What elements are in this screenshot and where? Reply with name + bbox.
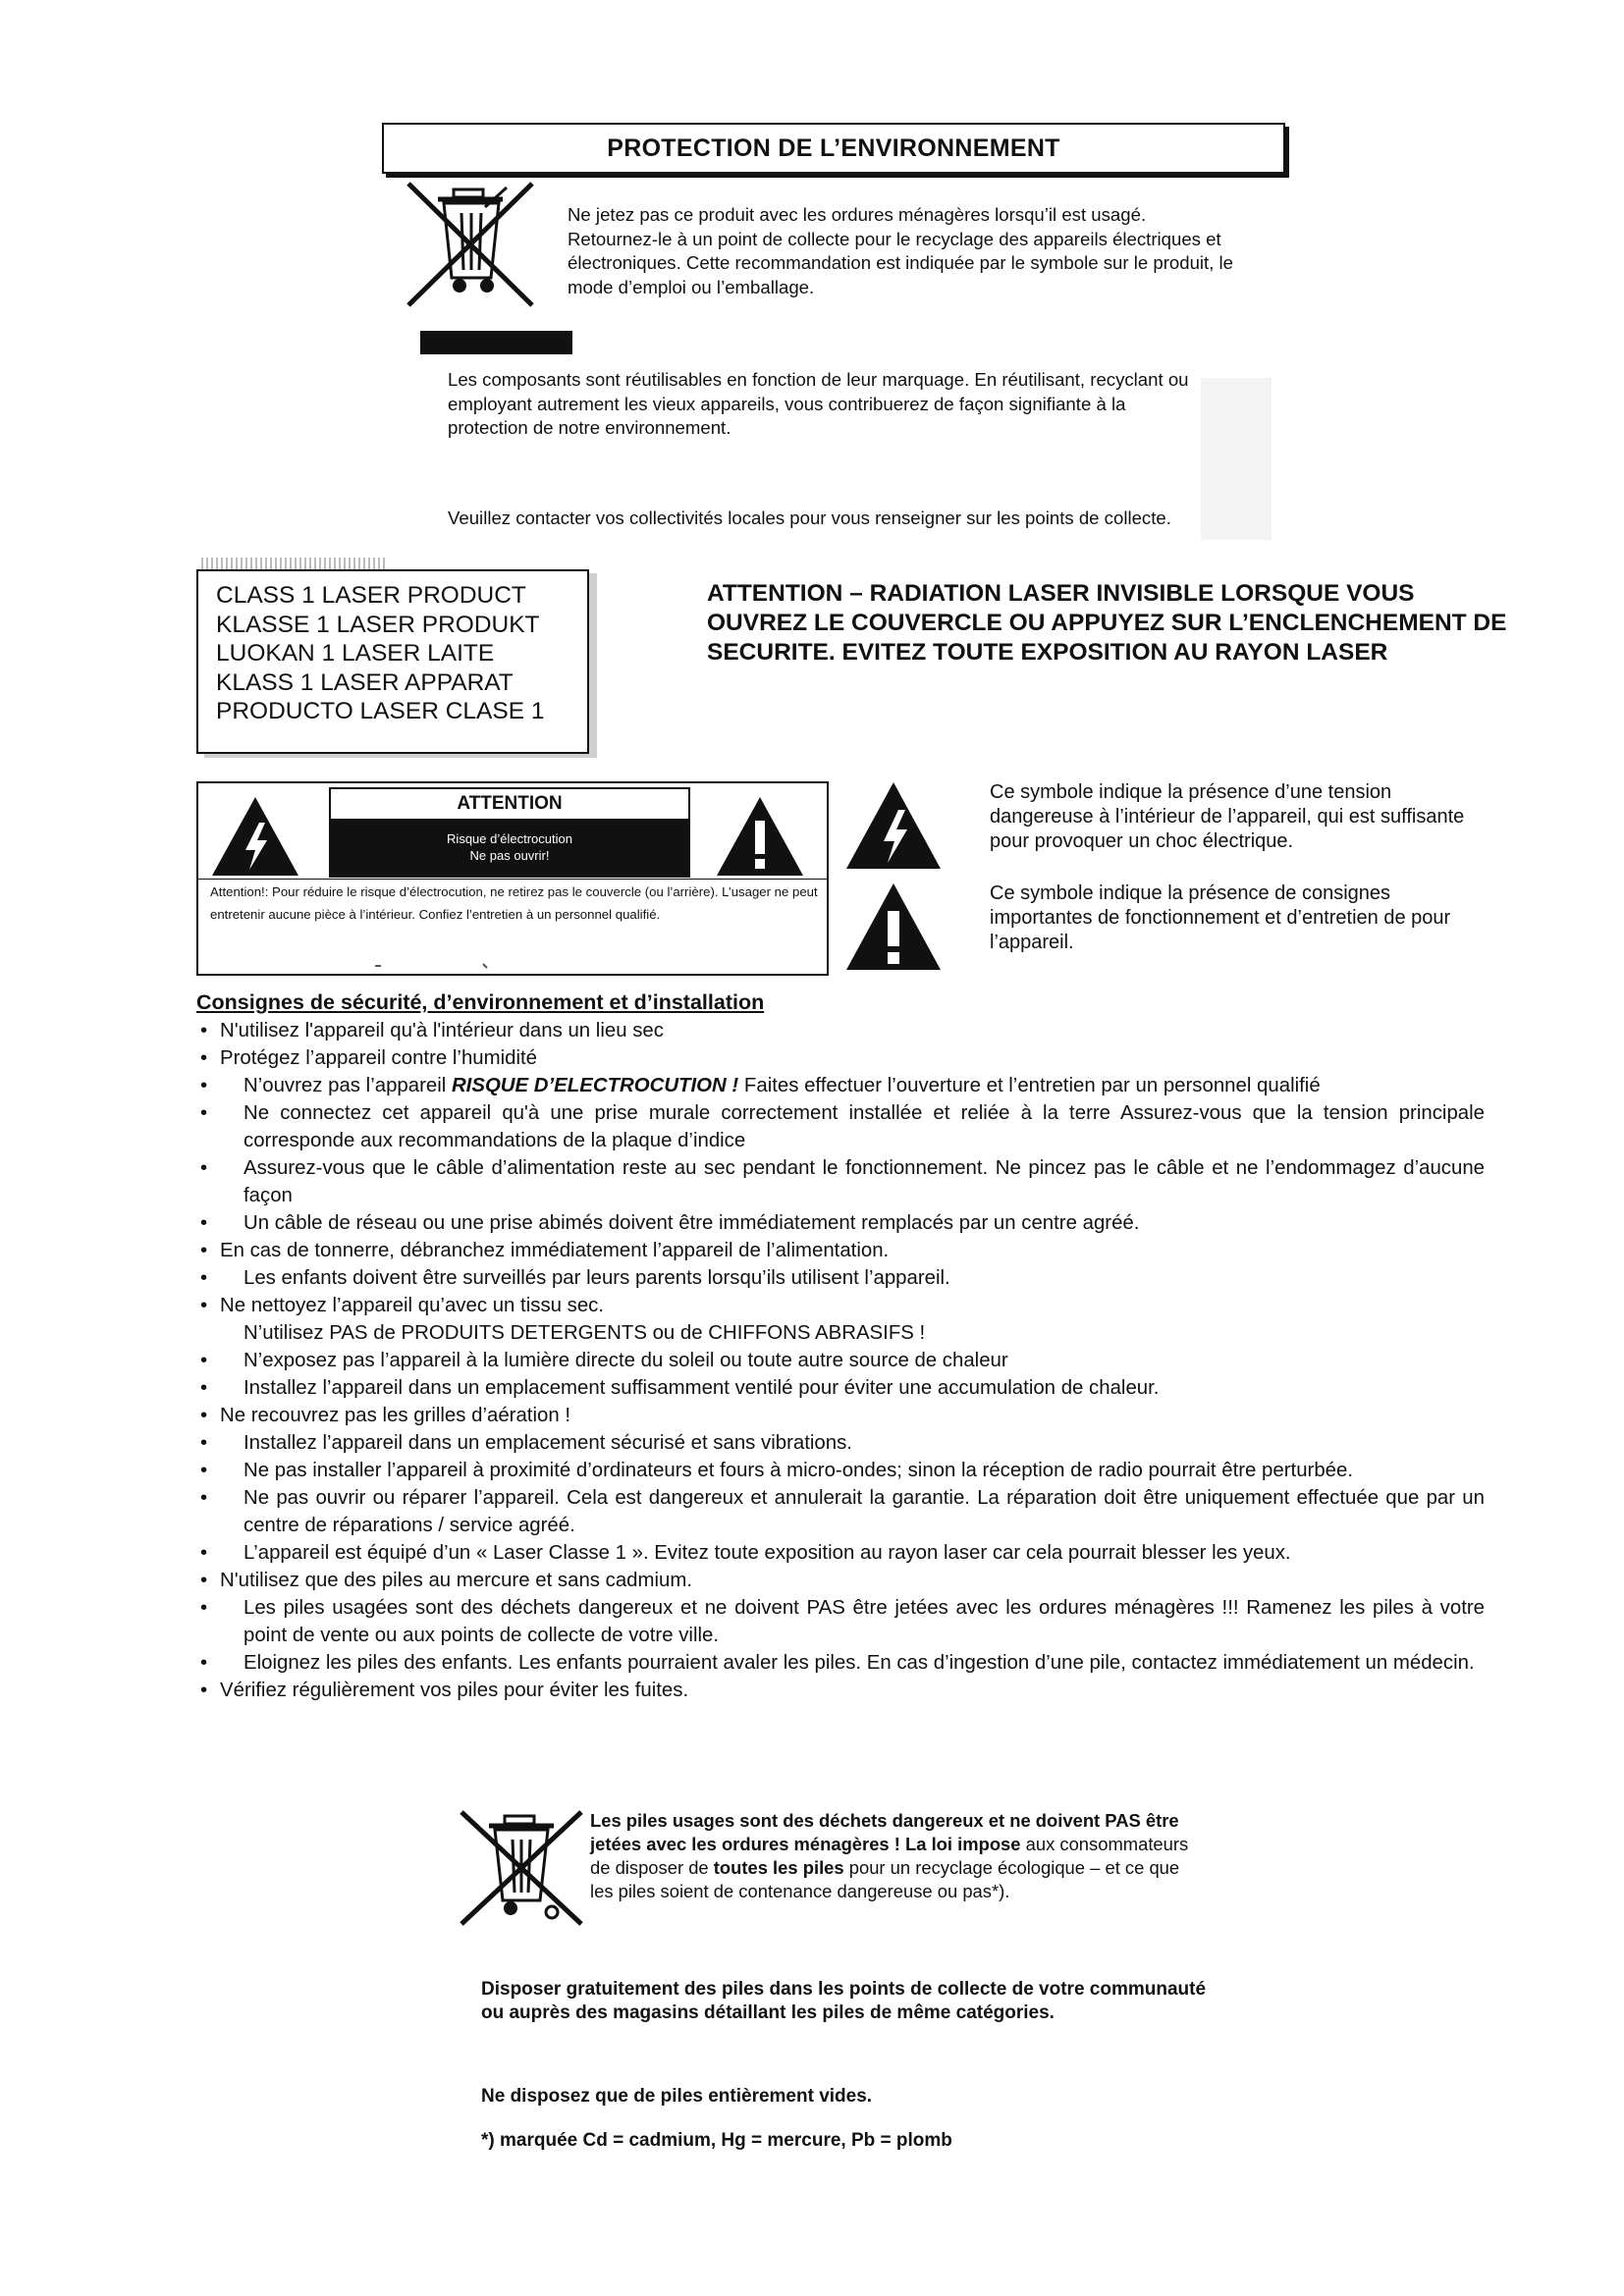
list-item: • Ne recouvrez pas les grilles d’aération !: [200, 1405, 571, 1426]
list-item: • L’appareil est équipé d’un « Laser Classe 1 ». Evitez toute exposition au rayon laser car cela pourrait blesser les yeux.: [200, 1542, 1291, 1564]
risk-line-2: Ne pas ouvrir!: [469, 848, 550, 863]
safety-list: [196, 1017, 1485, 1704]
scan-tick-marks: [373, 962, 491, 970]
list-item: • Installez l’appareil dans un emplacement suffisamment ventilé pour éviter une accumulation de chaleur.: [200, 1377, 1160, 1399]
battery-collection-text: Disposer gratuitement des piles dans les points de collecte de votre communauté ou auprès des magasins détaillant les piles de même catégories.: [481, 1979, 1207, 2023]
instructions-symbol-text: Ce symbole indique la présence de consignes importantes de fonctionnement et d’entretien de pour l’appareil.: [990, 882, 1451, 953]
black-bar: [420, 331, 572, 354]
list-item: • Ne pas installer l’appareil à proximité d’ordinateurs et fours à micro-ondes; sinon la réception de radio pourrait être perturbée.: [200, 1460, 1354, 1481]
list-item: • Un câble de réseau ou une prise abimés doivent être immédiatement remplacés par un centre agréé.: [200, 1212, 1140, 1234]
list-item: • Eloignez les piles des enfants. Les enfants pourraient avaler les piles. En cas d’ingestion d’une pile, contactez immédiatement un médecin.: [200, 1652, 1475, 1674]
list-item: • Protégez l’appareil contre l’humidité: [200, 1047, 538, 1069]
list-item: • Ne nettoyez l’appareil qu’avec un tissu sec. N’utilisez PAS de PRODUITS DETERGENTS ou de CHIFFONS ABRASIFS !: [200, 1295, 926, 1344]
risk-line-1: Risque d’électrocution: [447, 831, 572, 846]
lightning-warning-icon: [844, 780, 943, 871]
list-item: • N'utilisez que des piles au mercure et sans cadmium.: [200, 1570, 693, 1591]
exclamation-warning-icon: [715, 795, 805, 878]
battery-empty-text: Ne disposez que de piles entièrement vides.: [481, 2086, 873, 2107]
page-title: PROTECTION DE L’ENVIRONNEMENT: [382, 123, 1285, 174]
crossed-out-bin-icon: [458, 1808, 585, 1928]
laser-label-strip: [201, 558, 388, 569]
list-item: • Ne connectez cet appareil qu'à une prise murale correctement installée et reliée à la terre Assurez-vous que la tension principale corresponde aux recommandations de la plaque d’indice: [200, 1102, 1485, 1151]
laser-line-1: CLASS 1 LASER PRODUCT: [216, 582, 526, 609]
environment-intro-2: Les composants sont réutilisables en fonction de leur marquage. En réutilisant, recyclant ou employant autrement les vieux appareils, vous contribuerez de façon signifiante à la protection de notre environnement.: [448, 369, 1189, 438]
list-item: • Installez l’appareil dans un emplacement sécurisé et sans vibrations.: [200, 1432, 852, 1454]
list-item: • Vérifiez régulièrement vos piles pour éviter les fuites.: [200, 1680, 689, 1701]
attention-divider: [198, 879, 827, 880]
list-item: • Les enfants doivent être surveillés par leurs parents lorsqu’ils utilisent l’appareil.: [200, 1267, 950, 1289]
laser-line-4: KLASS 1 LASER APPARAT: [216, 668, 514, 696]
attention-heading: ATTENTION: [457, 793, 563, 814]
list-item: • Les piles usagées sont des déchets dangereux et ne doivent PAS être jetées avec les ordures ménagères !!! Ramenez les piles à votre point de vente ou aux points de collecte de votre ville.: [200, 1597, 1485, 1646]
battery-law-text: Les piles usages sont des déchets dangereux et ne doivent PAS être jetées avec les ordures ménagères ! La loi impose aux consommateurs de disposer de toutes les piles pour un recyclage écologique – et ce que les piles soient de contenance dangereuse ou pas*).: [590, 1810, 1189, 1901]
risk-panel: [331, 819, 688, 876]
list-item: • N'utilisez l'appareil qu'à l'intérieur dans un lieu sec: [200, 1020, 664, 1041]
list-item: • N’ouvrez pas l’appareil RISQUE D’ELECTROCUTION ! Faites effectuer l’ouverture et l’entretien par un personnel qualifié: [200, 1075, 1321, 1096]
laser-line-3: LUOKAN 1 LASER LAITE: [216, 640, 495, 667]
voltage-symbol-text: Ce symbole indique la présence d’une tension dangereuse à l’intérieur de l’appareil, qui est suffisante pour provoquer un choc électrique.: [990, 781, 1465, 852]
exclamation-warning-icon: [844, 881, 943, 972]
laser-line-2: KLASSE 1 LASER PRODUKT: [216, 611, 540, 638]
laser-warning: ATTENTION – RADIATION LASER INVISIBLE LORSQUE VOUS OUVREZ LE COUVERCLE OU APPUYEZ SUR L’ENCLENCHEMENT DE SECURITE. EVITEZ TOUTE EXPOSITION AU RAYON LASER: [707, 580, 1507, 666]
environment-intro-3: Veuillez contacter vos collectivités locales pour vous renseigner sur les points de collecte.: [448, 507, 1171, 528]
attention-text: Attention!: Pour réduire le risque d’électrocution, ne retirez pas le couvercle (ou l’arrière). L’usager ne peut entretenir aucune pièce à l’intérieur. Confiez l’entretien à un personnel qualifié.: [210, 884, 818, 922]
list-item: • En cas de tonnerre, débranchez immédiatement l’appareil de l’alimentation.: [200, 1240, 890, 1261]
list-item: • Ne pas ouvrir ou réparer l’appareil. Cela est dangereux et annulerait la garantie. La réparation doit être uniquement effectuée que par un centre de réparations / service agréé.: [200, 1487, 1485, 1536]
environment-intro-1: Ne jetez pas ce produit avec les ordures ménagères lorsqu’il est usagé. Retournez-le à un point de collecte pour le recyclage des appareils électriques et électroniques. Cette recommandation est indiquée par le symbole sur le produit, le mode d’emploi ou l’emballage.: [568, 204, 1234, 297]
laser-class-label: [196, 569, 589, 754]
laser-line-5: PRODUCTO LASER CLASE 1: [216, 698, 545, 724]
lightning-warning-icon: [210, 795, 300, 878]
list-item: • Assurez-vous que le câble d’alimentation reste au sec pendant le fonctionnement. Ne pincez pas le câble et ne l’endommagez d’aucune façon: [200, 1157, 1485, 1206]
electrocution-warning: RISQUE D’ELECTROCUTION !: [451, 1075, 739, 1096]
scan-shading: [1201, 378, 1272, 540]
crossed-out-bin-icon: [405, 180, 537, 309]
list-item: • N’exposez pas l’appareil à la lumière directe du soleil ou toute autre source de chaleur: [200, 1350, 1008, 1371]
safety-heading: Consignes de sécurité, d’environnement et d’installation: [196, 990, 765, 1014]
battery-marking-note: *) marquée Cd = cadmium, Hg = mercure, Pb = plomb: [481, 2130, 952, 2151]
